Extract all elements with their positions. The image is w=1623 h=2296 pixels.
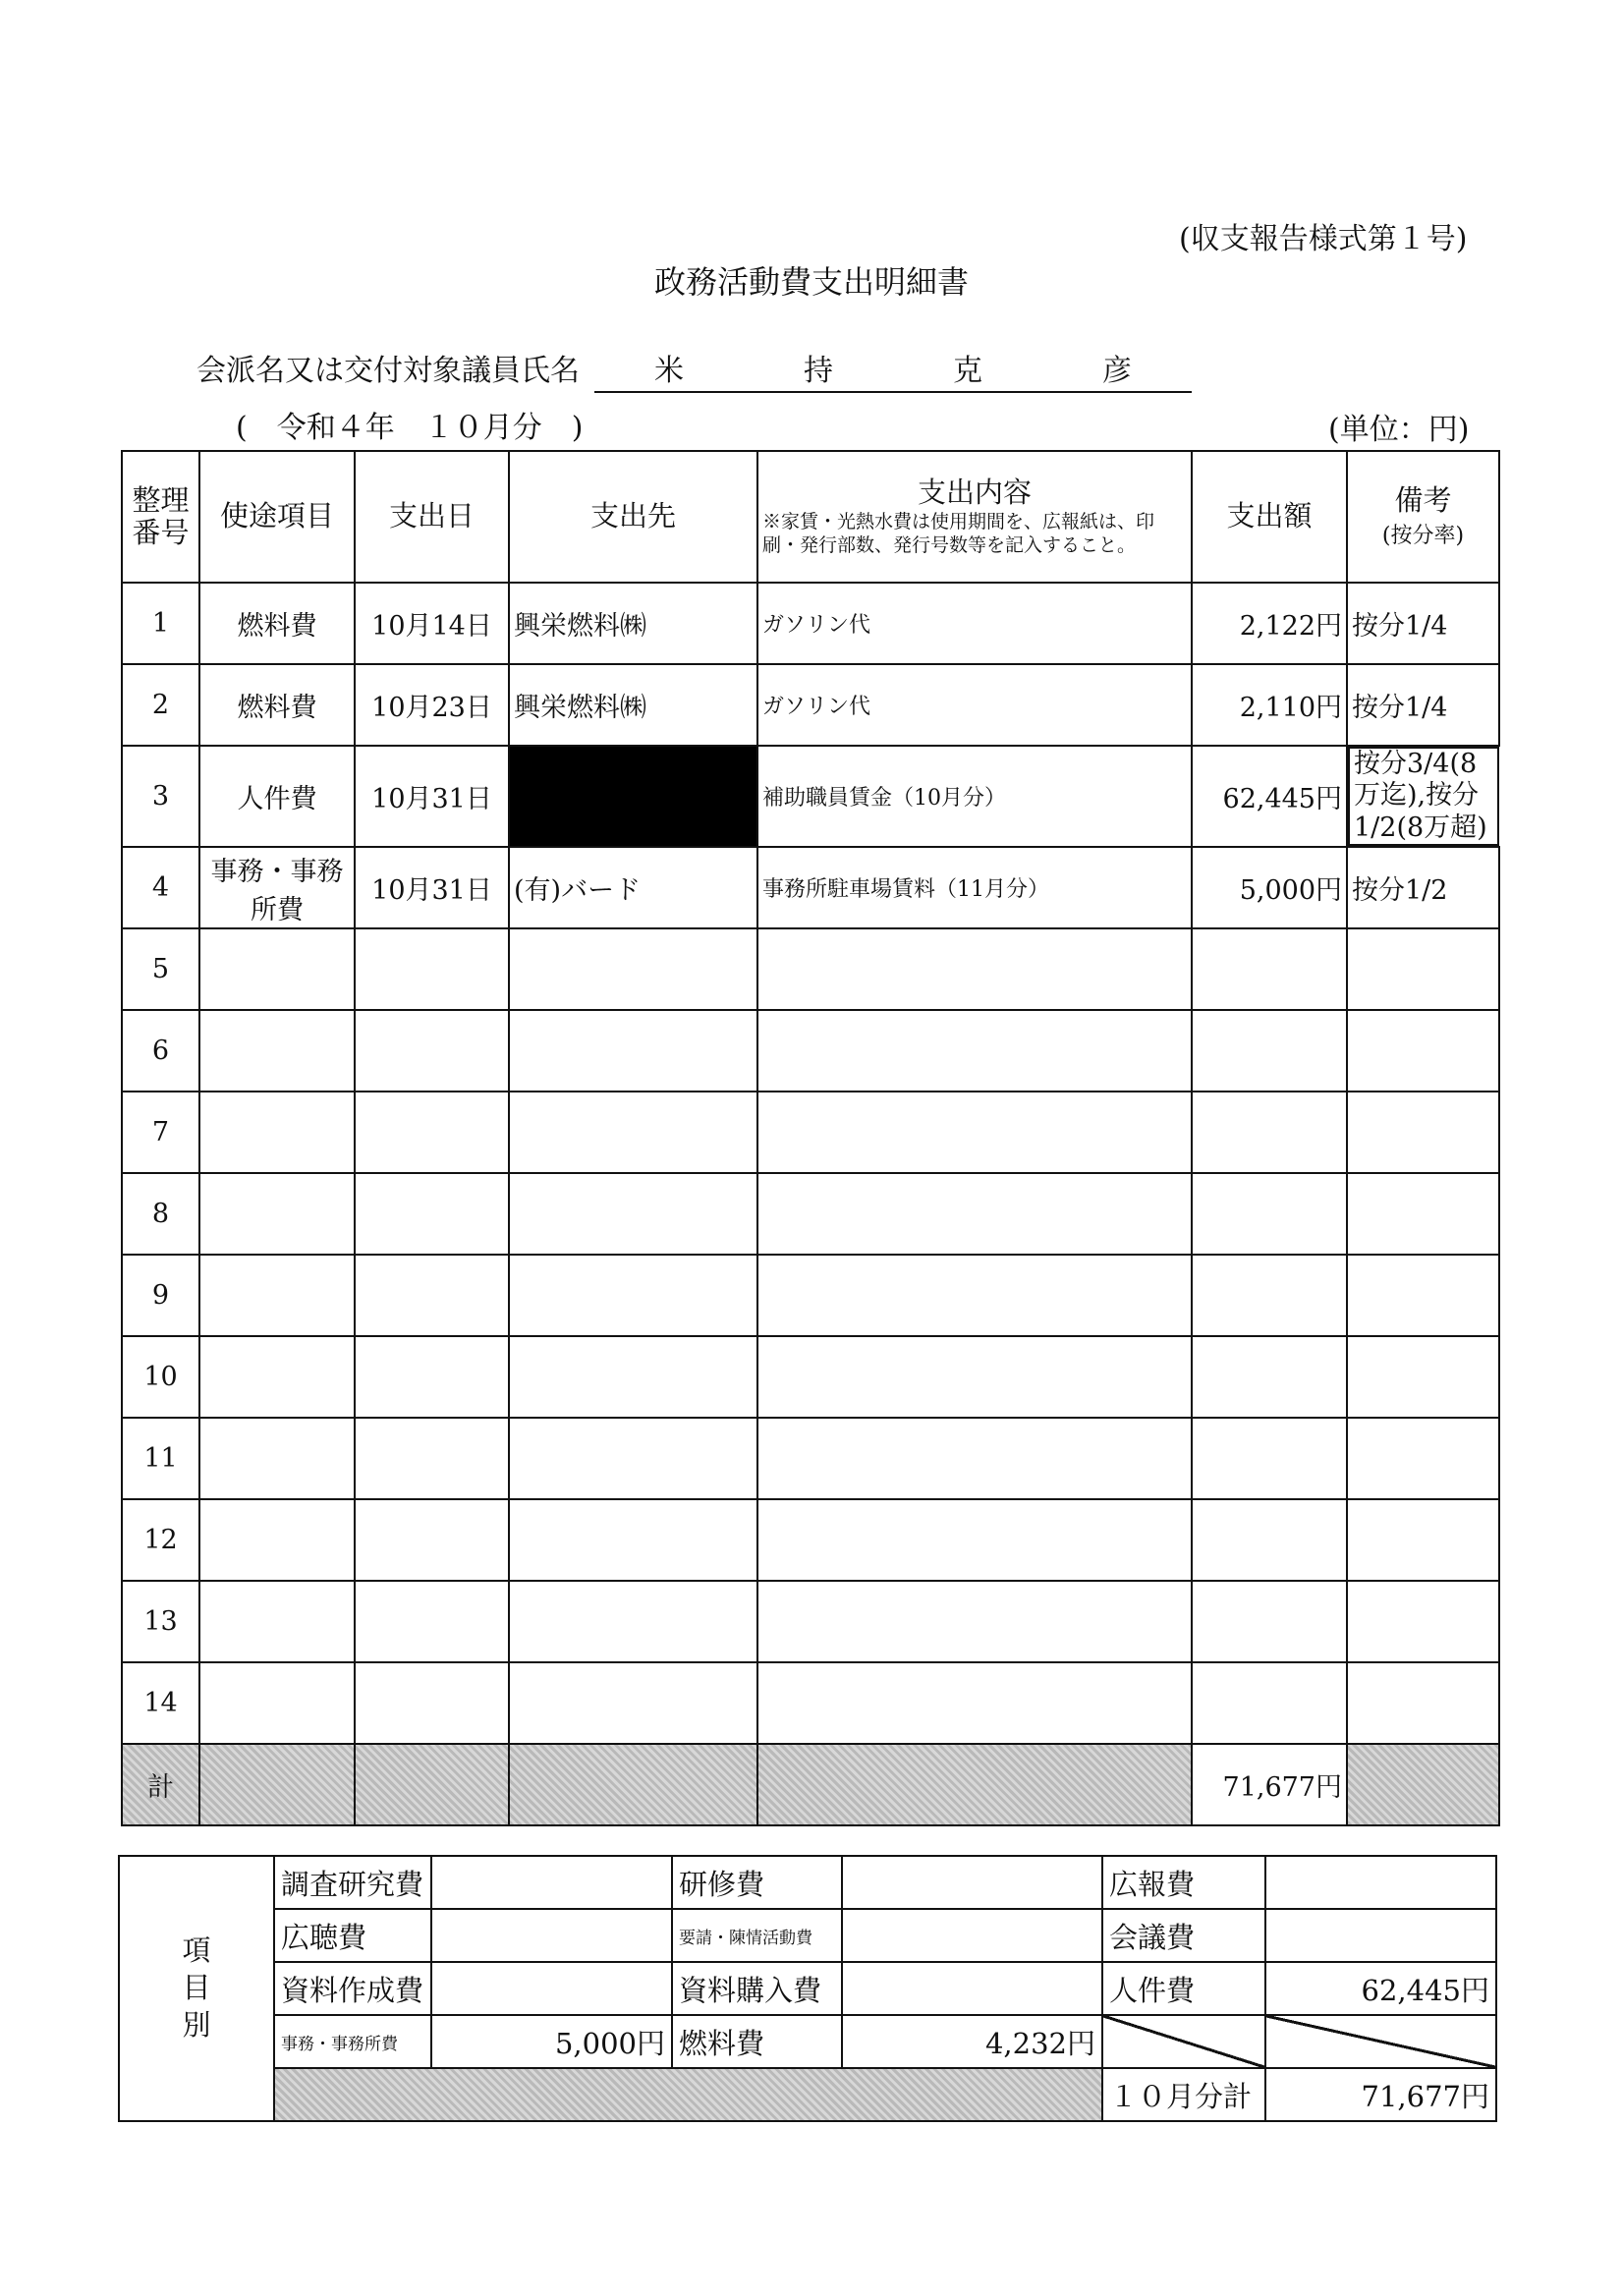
row-payee bbox=[509, 1336, 757, 1418]
row-remarks bbox=[1347, 1662, 1499, 1744]
row-payee: 興栄燃料㈱ bbox=[509, 583, 757, 664]
summary-shaded-area bbox=[274, 2068, 1102, 2121]
row-date bbox=[355, 928, 509, 1010]
row-content bbox=[757, 1010, 1192, 1092]
row-content bbox=[757, 1581, 1192, 1662]
summary-value bbox=[842, 1856, 1102, 1909]
row-date bbox=[355, 1173, 509, 1255]
member-name bbox=[594, 346, 1192, 389]
row-remarks bbox=[1347, 1173, 1499, 1255]
row-number: 12 bbox=[122, 1499, 199, 1581]
summary-label: 研修費 bbox=[672, 1856, 842, 1909]
row-remarks bbox=[1347, 1092, 1499, 1173]
total-shaded-cell bbox=[1347, 1744, 1499, 1825]
table-row bbox=[122, 1255, 1499, 1336]
diagonal-slash-cell bbox=[1102, 2015, 1265, 2068]
row-use bbox=[199, 1173, 355, 1255]
row-number: 9 bbox=[122, 1255, 199, 1336]
table-row bbox=[122, 1336, 1499, 1418]
row-content bbox=[757, 928, 1192, 1010]
summary-value bbox=[1265, 1909, 1496, 1962]
total-row bbox=[122, 1744, 1499, 1825]
row-number: 2 bbox=[122, 664, 199, 746]
row-number: 5 bbox=[122, 928, 199, 1010]
table-row bbox=[122, 847, 1499, 928]
row-use: 事務・事務所費 bbox=[199, 847, 355, 928]
table-row bbox=[122, 583, 1499, 664]
row-remarks bbox=[1347, 1336, 1499, 1418]
side-char: 目 bbox=[182, 1971, 211, 2005]
row-content bbox=[757, 1255, 1192, 1336]
summary-value bbox=[431, 1909, 672, 1962]
row-content: 事務所駐車場賃料（11月分） bbox=[757, 847, 1192, 928]
summary-value: 62,445円 bbox=[1265, 1962, 1496, 2015]
row-use bbox=[199, 1255, 355, 1336]
table-header-row bbox=[122, 451, 1499, 583]
row-date bbox=[355, 1010, 509, 1092]
row-payee: 興栄燃料㈱ bbox=[509, 664, 757, 746]
row-date: 10月31日 bbox=[355, 847, 509, 928]
header-num: 整理番号 bbox=[122, 451, 199, 583]
row-date bbox=[355, 1336, 509, 1418]
row-use: 燃料費 bbox=[199, 583, 355, 664]
row-number: 13 bbox=[122, 1581, 199, 1662]
summary-label: 燃料費 bbox=[672, 2015, 842, 2068]
side-char: 別 bbox=[182, 2007, 211, 2042]
row-number: 4 bbox=[122, 847, 199, 928]
summary-value bbox=[842, 1962, 1102, 2015]
row-use bbox=[199, 928, 355, 1010]
table-row bbox=[122, 1581, 1499, 1662]
total-shaded-cell bbox=[355, 1744, 509, 1825]
row-payee bbox=[509, 1092, 757, 1173]
table-row bbox=[122, 1662, 1499, 1744]
row-use bbox=[199, 1581, 355, 1662]
row-remarks bbox=[1347, 1255, 1499, 1336]
summary-label: 会議費 bbox=[1102, 1909, 1265, 1962]
row-use bbox=[199, 1418, 355, 1499]
row-content bbox=[757, 1173, 1192, 1255]
row-amount bbox=[1192, 1010, 1347, 1092]
row-content bbox=[757, 1662, 1192, 1744]
row-use bbox=[199, 1336, 355, 1418]
row-date bbox=[355, 1418, 509, 1499]
table-row bbox=[122, 746, 1499, 847]
row-amount bbox=[1192, 1336, 1347, 1418]
name-char: 米 bbox=[654, 354, 684, 388]
row-date bbox=[355, 1092, 509, 1173]
summary-label: 要請・陳情活動費 bbox=[672, 1909, 842, 1962]
row-number: 6 bbox=[122, 1010, 199, 1092]
row-payee bbox=[509, 1010, 757, 1092]
row-payee: (有)バード bbox=[509, 847, 757, 928]
summary-label: 広聴費 bbox=[274, 1909, 431, 1962]
table-row bbox=[122, 928, 1499, 1010]
row-amount: 62,445円 bbox=[1192, 746, 1347, 847]
header-date: 支出日 bbox=[355, 451, 509, 583]
name-char: 持 bbox=[804, 354, 833, 388]
month-total-label: １０月分計 bbox=[1102, 2068, 1265, 2121]
page-title: 政務活動費支出明細書 bbox=[653, 263, 969, 301]
row-use bbox=[199, 1092, 355, 1173]
header-content-note: ※家賃・光熱水費は使用期間を、広報紙は、印刷・発行部数、発行号数等を記入すること。 bbox=[762, 510, 1155, 556]
summary-label: 広報費 bbox=[1102, 1856, 1265, 1909]
row-remarks: 按分1/4 bbox=[1347, 664, 1499, 746]
table-row bbox=[122, 1010, 1499, 1092]
row-use: 燃料費 bbox=[199, 664, 355, 746]
row-content bbox=[757, 1092, 1192, 1173]
summary-value bbox=[431, 1962, 672, 2015]
row-use bbox=[199, 1010, 355, 1092]
row-number: 7 bbox=[122, 1092, 199, 1173]
row-content bbox=[757, 1418, 1192, 1499]
row-remarks bbox=[1347, 1581, 1499, 1662]
row-remarks bbox=[1347, 1010, 1499, 1092]
row-date bbox=[355, 1581, 509, 1662]
total-label: 計 bbox=[122, 1744, 199, 1825]
summary-label: 人件費 bbox=[1102, 1962, 1265, 2015]
row-content: ガソリン代 bbox=[757, 664, 1192, 746]
name-underline bbox=[594, 391, 1192, 393]
row-amount bbox=[1192, 928, 1347, 1010]
header-remarks-label: 備考 bbox=[1394, 482, 1452, 517]
row-content: 補助職員賃金（10月分） bbox=[757, 746, 1192, 847]
period: ( 令和４年 １０月分 ) bbox=[236, 411, 584, 445]
table-row bbox=[122, 1092, 1499, 1173]
row-number: 8 bbox=[122, 1173, 199, 1255]
row-payee bbox=[509, 1581, 757, 1662]
row-payee bbox=[509, 746, 757, 847]
row-date: 10月14日 bbox=[355, 583, 509, 664]
row-use bbox=[199, 1499, 355, 1581]
header-content bbox=[757, 451, 1192, 583]
summary-label: 資料作成費 bbox=[274, 1962, 431, 2015]
diagonal-slash-cell bbox=[1265, 2015, 1496, 2068]
row-use bbox=[199, 1662, 355, 1744]
row-amount bbox=[1192, 1092, 1347, 1173]
row-date: 10月23日 bbox=[355, 664, 509, 746]
name-char: 克 bbox=[953, 354, 982, 388]
row-number: 3 bbox=[122, 746, 199, 847]
header-use: 使途項目 bbox=[199, 451, 355, 583]
category-summary bbox=[118, 1855, 1497, 2122]
row-amount: 2,110円 bbox=[1192, 664, 1347, 746]
expense-table bbox=[121, 450, 1500, 1826]
row-remarks: 按分3/4(8万迄),按分1/2(8万超) bbox=[1348, 747, 1499, 846]
row-payee bbox=[509, 1418, 757, 1499]
row-remarks bbox=[1347, 1418, 1499, 1499]
header-amount: 支出額 bbox=[1192, 451, 1347, 583]
row-payee bbox=[509, 1662, 757, 1744]
row-number: 11 bbox=[122, 1418, 199, 1499]
summary-value bbox=[431, 1856, 672, 1909]
summary-side-label bbox=[119, 1856, 274, 2121]
row-amount bbox=[1192, 1255, 1347, 1336]
row-number: 1 bbox=[122, 583, 199, 664]
table-row bbox=[122, 1173, 1499, 1255]
summary-value: 5,000円 bbox=[431, 2015, 672, 2068]
total-shaded-cell bbox=[757, 1744, 1192, 1825]
row-amount bbox=[1192, 1581, 1347, 1662]
summary-label: 調査研究費 bbox=[274, 1856, 431, 1909]
header-payee: 支出先 bbox=[509, 451, 757, 583]
summary-label: 事務・事務所費 bbox=[274, 2015, 431, 2068]
row-remarks: 按分1/4 bbox=[1347, 583, 1499, 664]
row-number: 10 bbox=[122, 1336, 199, 1418]
unit-label: (単位：円) bbox=[1328, 413, 1470, 447]
header-content-label: 支出内容 bbox=[917, 475, 1032, 509]
row-payee bbox=[509, 1255, 757, 1336]
row-payee bbox=[509, 1173, 757, 1255]
table-row bbox=[122, 1418, 1499, 1499]
row-amount bbox=[1192, 1499, 1347, 1581]
row-amount bbox=[1192, 1418, 1347, 1499]
row-content bbox=[757, 1499, 1192, 1581]
total-amount: 71,677円 bbox=[1192, 1744, 1347, 1825]
row-payee bbox=[509, 928, 757, 1010]
total-shaded-cell bbox=[509, 1744, 757, 1825]
row-remarks bbox=[1347, 928, 1499, 1010]
summary-value bbox=[842, 1909, 1102, 1962]
summary-value: 4,232円 bbox=[842, 2015, 1102, 2068]
name-label: 会派名又は交付対象議員氏名 bbox=[196, 354, 580, 388]
row-use: 人件費 bbox=[199, 746, 355, 847]
name-char: 彦 bbox=[1102, 354, 1132, 388]
row-amount bbox=[1192, 1662, 1347, 1744]
total-shaded-cell bbox=[199, 1744, 355, 1825]
side-char: 項 bbox=[182, 1933, 211, 1968]
table-row bbox=[122, 664, 1499, 746]
row-number: 14 bbox=[122, 1662, 199, 1744]
row-date bbox=[355, 1255, 509, 1336]
row-date bbox=[355, 1662, 509, 1744]
header-remarks-sub: (按分率) bbox=[1381, 524, 1465, 548]
row-date bbox=[355, 1499, 509, 1581]
month-total-value: 71,677円 bbox=[1265, 2068, 1496, 2121]
row-payee bbox=[509, 1499, 757, 1581]
header-remarks bbox=[1347, 451, 1499, 583]
table-row bbox=[122, 1499, 1499, 1581]
form-id: (収支報告様式第１号) bbox=[1179, 222, 1468, 256]
summary-label: 資料購入費 bbox=[672, 1962, 842, 2015]
row-amount bbox=[1192, 1173, 1347, 1255]
row-remarks bbox=[1347, 1499, 1499, 1581]
row-amount: 5,000円 bbox=[1192, 847, 1347, 928]
summary-value bbox=[1265, 1856, 1496, 1909]
row-amount: 2,122円 bbox=[1192, 583, 1347, 664]
row-remarks: 按分1/2 bbox=[1347, 847, 1499, 928]
row-content: ガソリン代 bbox=[757, 583, 1192, 664]
row-content bbox=[757, 1336, 1192, 1418]
row-date: 10月31日 bbox=[355, 746, 509, 847]
